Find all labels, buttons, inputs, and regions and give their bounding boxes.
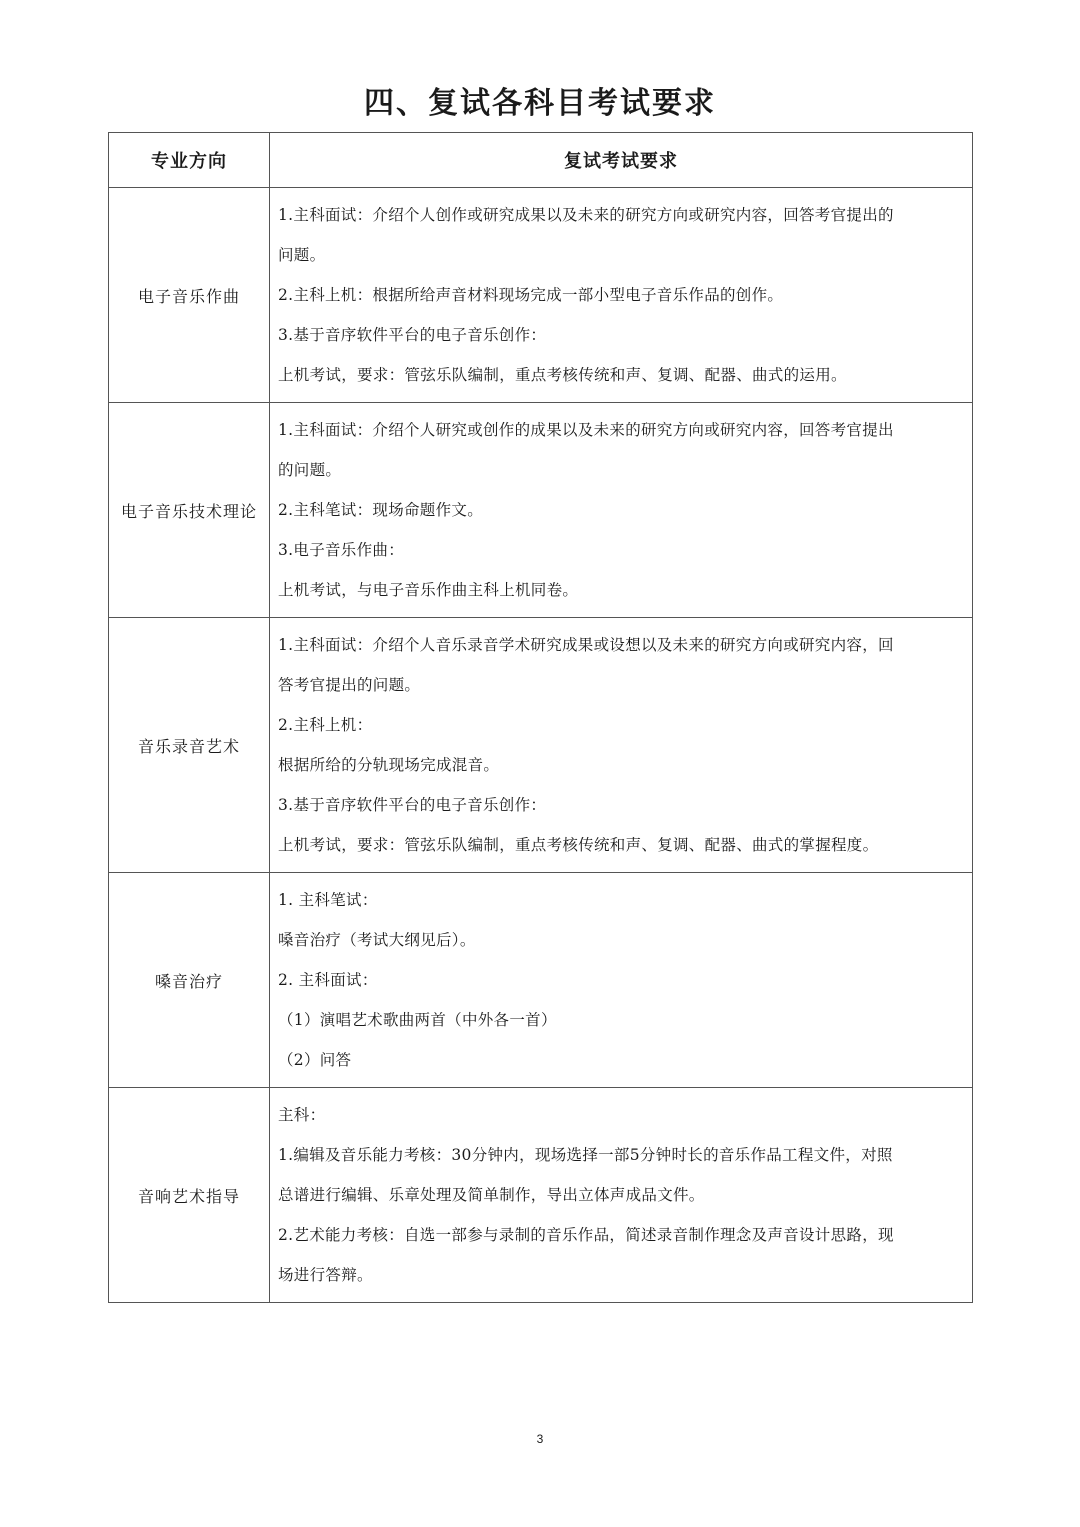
requirements-table: [108, 132, 973, 1303]
requirement-line: 2.主科上机：根据所给声音材料现场完成一部小型电子音乐作品的创作。: [278, 286, 784, 304]
requirement-line: 主科：: [278, 1106, 326, 1124]
requirement-line: 答考官提出的问题。: [278, 676, 421, 694]
requirement-line: 3.基于音序软件平台的电子音乐创作：: [278, 796, 547, 814]
requirement-line: 2.主科笔试：现场命题作文。: [278, 501, 483, 519]
requirement-line: 上机考试，要求：管弦乐队编制，重点考核传统和声、复调、配器、曲式的掌握程度。: [278, 836, 879, 854]
requirement-line: （2）问答: [278, 1051, 352, 1069]
requirement-line: 上机考试，要求：管弦乐队编制，重点考核传统和声、复调、配器、曲式的运用。: [278, 366, 847, 384]
major-cell: 音响艺术指导: [109, 1088, 270, 1303]
table-row: [109, 873, 973, 1088]
requirement-line: 问题。: [278, 246, 326, 264]
requirement-line: 1. 主科笔试：: [278, 891, 378, 909]
requirement-line: 2. 主科面试：: [278, 971, 378, 989]
requirement-line: 3.电子音乐作曲：: [278, 541, 404, 559]
header-major: 专业方向: [109, 133, 270, 188]
requirement-line: 嗓音治疗（考试大纲见后）。: [278, 931, 476, 949]
requirement-line: 2.主科上机：: [278, 716, 373, 734]
major-cell: 嗓音治疗: [109, 873, 270, 1088]
requirement-line: 1.主科面试：介绍个人创作或研究成果以及未来的研究方向或研究内容，回答考官提出的: [278, 206, 894, 224]
page-title: 四、复试各科目考试要求: [364, 86, 716, 121]
requirement-line: 场进行答辩。: [278, 1266, 373, 1284]
table-row: [109, 188, 973, 403]
requirement-line: 的问题。: [278, 461, 342, 479]
table-header-row: [109, 133, 973, 188]
requirement-line: 1.编辑及音乐能力考核：30分钟内，现场选择一部5分钟时长的音乐作品工程文件，对照: [278, 1146, 893, 1164]
requirement-line: 3.基于音序软件平台的电子音乐创作：: [278, 326, 547, 344]
table-row: [109, 1088, 973, 1303]
requirements-cell: [270, 618, 973, 873]
table-row: [109, 403, 973, 618]
requirement-line: 1.主科面试：介绍个人音乐录音学术研究成果或设想以及未来的研究方向或研究内容，回: [278, 636, 894, 654]
major-cell: 电子音乐技术理论: [109, 403, 270, 618]
major-cell: 音乐录音艺术: [109, 618, 270, 873]
requirement-line: 2.艺术能力考核：自选一部参与录制的音乐作品，简述录音制作理念及声音设计思路，现: [278, 1226, 894, 1244]
requirement-line: 根据所给的分轨现场完成混音。: [278, 756, 500, 774]
requirements-cell: [270, 1088, 973, 1303]
requirement-line: 1.主科面试：介绍个人研究或创作的成果以及未来的研究方向或研究内容，回答考官提出: [278, 421, 894, 439]
major-cell: 电子音乐作曲: [109, 188, 270, 403]
requirements-cell: [270, 403, 973, 618]
requirements-cell: [270, 188, 973, 403]
page-number: 3: [536, 1432, 544, 1446]
requirements-cell: [270, 873, 973, 1088]
requirement-line: （1）演唱艺术歌曲两首（中外各一首）: [278, 1011, 557, 1029]
requirement-line: 上机考试，与电子音乐作曲主科上机同卷。: [278, 581, 579, 599]
requirement-line: 总谱进行编辑、乐章处理及简单制作，导出立体声成品文件。: [278, 1186, 705, 1204]
header-requirements: 复试考试要求: [270, 133, 973, 188]
table-row: [109, 618, 973, 873]
